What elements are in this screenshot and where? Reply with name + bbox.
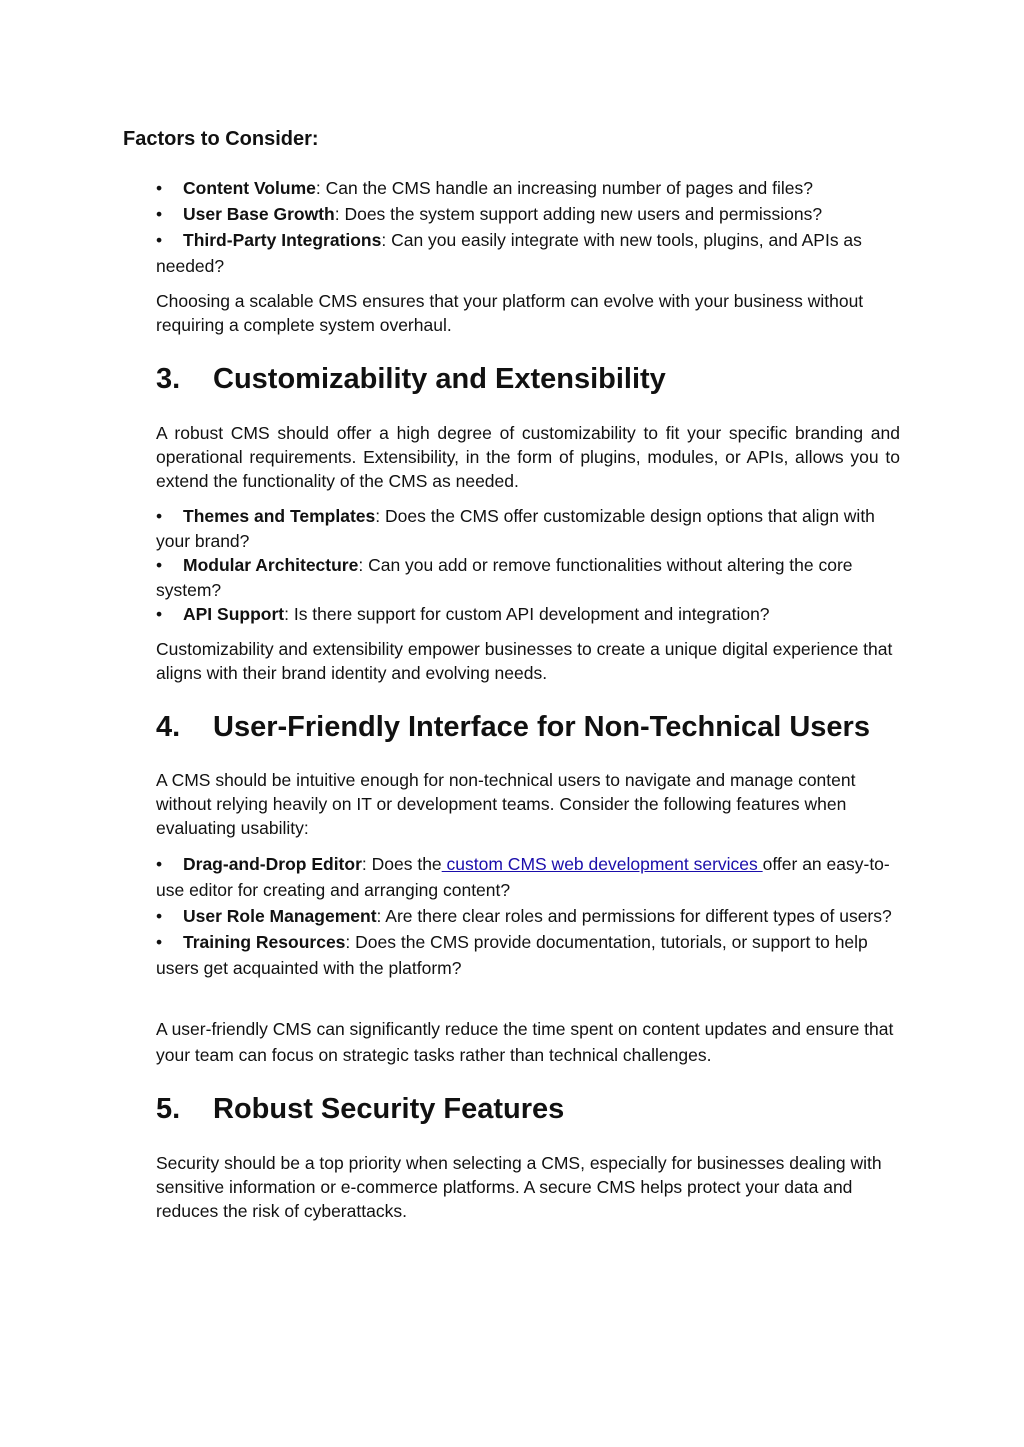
section-3-intro: A robust CMS should offer a high degree of customizability to fit your specific branding and operational requirements. Extensibility, in the form of plugins, modules, or APIs, allows you to extend the functionality of the CMS as needed. — [156, 423, 900, 491]
section-4-heading — [156, 711, 936, 744]
section-title: Robust Security Features — [213, 1093, 565, 1125]
list-item-text: : Are there clear roles and permissions for different types of users? — [376, 906, 892, 926]
section-5-intro: Security should be a top priority when selecting a CMS, especially for businesses dealing with sensitive information or e-commerce platforms. A secure CMS helps protect your data and reduces the risk of cyberattacks. — [156, 1153, 882, 1221]
list-item-text: offer an easy-to-use editor for creating and arranging content? — [156, 854, 890, 900]
bullet-icon: • — [156, 906, 163, 926]
bullet-icon: • — [156, 854, 163, 874]
section-number: 4. — [156, 711, 181, 743]
list-item — [156, 201, 900, 227]
section-4-conclusion: A user-friendly CMS can significantly reduce the time spent on content updates and ensure that your team can focus on strategic tasks rather than technical challenges. — [156, 1019, 894, 1065]
list-item-term: User Role Management — [183, 906, 377, 926]
list-item-text: : Can you add or remove functionalities without altering the core system? — [156, 555, 853, 600]
list-item-text: : Does the CMS offer customizable design options that align with your brand? — [156, 506, 875, 551]
factors-heading: Factors to Consider: — [123, 128, 319, 150]
list-item — [156, 504, 900, 553]
section-title: Customizability and Extensibility — [213, 363, 666, 395]
list-item-text: : Is there support for custom API development and integration? — [284, 604, 770, 624]
section-4-list — [156, 851, 900, 981]
bullet-icon: • — [156, 230, 163, 250]
list-item — [156, 851, 900, 903]
factors-conclusion: Choosing a scalable CMS ensures that your platform can evolve with your business without requiring a complete system overhaul. — [156, 291, 864, 335]
list-item-text: : Can the CMS handle an increasing number of pages and files? — [315, 178, 813, 198]
bullet-icon: • — [156, 506, 163, 526]
bullet-icon: • — [156, 932, 163, 952]
bullet-icon: • — [156, 604, 163, 624]
list-item-term: Training Resources — [183, 932, 346, 952]
list-item-term: Modular Architecture — [183, 555, 359, 575]
bullet-icon: • — [156, 555, 163, 575]
list-item-text: : Does the system support adding new users and permissions? — [334, 204, 823, 224]
list-item-text: : Can you easily integrate with new tools, plugins, and APIs as needed? — [156, 230, 862, 276]
list-item — [156, 929, 900, 981]
list-item — [156, 553, 900, 602]
list-item — [156, 602, 900, 627]
bullet-icon: • — [156, 204, 163, 224]
list-item-term: User Base Growth — [183, 204, 335, 224]
section-3-heading — [156, 363, 936, 396]
list-item-term: API Support — [183, 604, 285, 624]
section-3-conclusion: Customizability and extensibility empower businesses to create a unique digital experience that aligns with their brand identity and evolving needs. — [156, 639, 893, 683]
list-item — [156, 175, 900, 201]
list-item-text: : Does the CMS provide documentation, tutorials, or support to help users get acquainted with the platform? — [156, 932, 868, 978]
section-4-intro: A CMS should be intuitive enough for non-technical users to navigate and manage content without relying heavily on IT or development teams. Consider the following features when evaluating usability: — [156, 770, 856, 838]
list-item-term: Third-Party Integrations — [183, 230, 382, 250]
cms-services-link[interactable]: custom CMS web development services — [441, 854, 763, 874]
list-item-term: Themes and Templates — [183, 506, 376, 526]
section-number: 3. — [156, 363, 181, 395]
section-number: 5. — [156, 1093, 181, 1125]
factors-list — [156, 175, 900, 279]
list-item-term: Drag-and-Drop Editor — [183, 854, 362, 874]
section-title: User-Friendly Interface for Non-Technical Users — [213, 711, 870, 743]
list-item-term: Content Volume — [183, 178, 316, 198]
list-item-text: : Does the — [361, 854, 442, 874]
section-5-heading — [156, 1093, 936, 1126]
section-3-list — [156, 504, 900, 627]
bullet-icon: • — [156, 178, 163, 198]
list-item — [156, 903, 900, 929]
list-item — [156, 227, 900, 279]
